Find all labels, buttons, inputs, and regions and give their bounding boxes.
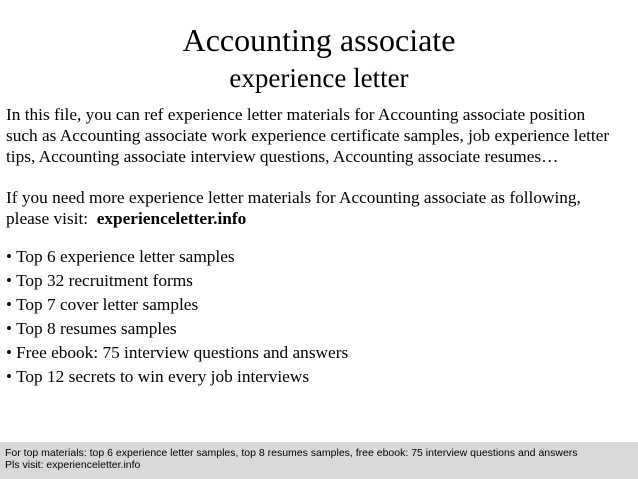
more-line <box>6 208 634 229</box>
footer-banner <box>0 442 638 479</box>
list-item <box>6 270 626 294</box>
list-item-label: Top 32 recruitment forms <box>16 271 193 290</box>
list-item-label: Top 8 resumes samples <box>16 319 177 338</box>
page-title: Accounting associate <box>182 22 456 58</box>
list-item <box>6 294 626 318</box>
visit-prefix: please visit: <box>6 209 97 228</box>
bullet-icon: • <box>6 295 13 314</box>
bullet-icon: • <box>6 271 13 290</box>
intro-line: In this file, you can ref experience letter materials for Accounting associate position <box>6 105 586 124</box>
more-line: If you need more experience letter materials for Accounting associate as following, <box>6 188 581 207</box>
bullet-icon: • <box>6 367 13 386</box>
page-subtitle: experience letter <box>229 63 409 93</box>
materials-list <box>6 246 626 390</box>
bullet-icon: • <box>6 319 13 338</box>
list-item-label: Top 12 secrets to win every job interviews <box>16 367 310 386</box>
footer-line: Pls visit: experienceletter.info <box>5 459 141 471</box>
intro-paragraph <box>6 104 634 167</box>
more-paragraph <box>6 187 634 229</box>
list-item <box>6 318 626 342</box>
list-item-label: Top 6 experience letter samples <box>16 247 235 266</box>
bullet-icon: • <box>6 343 13 362</box>
intro-line: tips, Accounting associate interview questions, Accounting associate resumes… <box>6 147 559 166</box>
site-link[interactable]: experienceletter.info <box>96 209 247 228</box>
footer-line: For top materials: top 6 experience letter samples, top 8 resumes samples, free ebook: 75 interview questions and answers <box>5 447 578 459</box>
list-item-label: Free ebook: 75 interview questions and answers <box>16 343 349 362</box>
bullet-icon: • <box>6 247 13 266</box>
list-item <box>6 342 626 366</box>
list-item-label: Top 7 cover letter samples <box>16 295 199 314</box>
list-item <box>6 246 626 270</box>
intro-line: such as Accounting associate work experience certificate samples, job experience letter <box>6 126 610 145</box>
list-item <box>6 366 626 390</box>
